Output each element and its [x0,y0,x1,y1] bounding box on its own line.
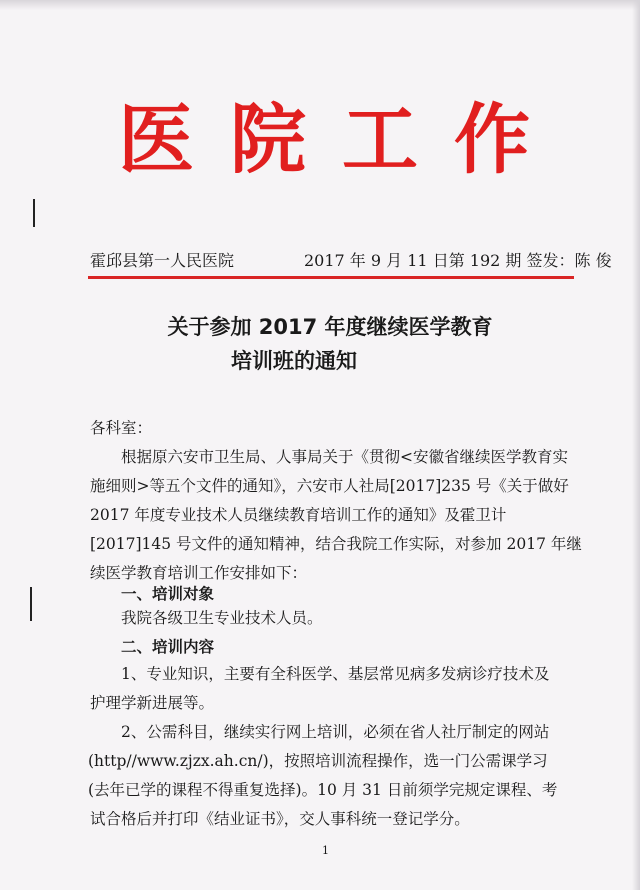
content-item-2-line: 2、公需科目，继续实行网上培训，必须在省人社厅制定的网站 [121,723,550,741]
section-heading-content: 二、培训内容 [121,638,215,656]
content-item-1-line: 1、专业知识，主要有全科医学、基层常见病多发病诊疗技术及 [121,665,550,683]
red-divider-rule [88,276,574,279]
section-text-targets: 我院各级卫生专业技术人员。 [121,609,323,627]
content-item-2-line: (去年已学的课程不得重复选择)。10 月 31 日前须学完规定课程、考 [88,781,558,799]
issue-date-number-signer: 2017 年 9 月 11 日第 192 期 签发：陈 俊 [304,251,612,270]
salutation: 各科室： [90,419,153,437]
intro-line: [2017]145 号文件的通知精神，结合我院工作实际，对参加 2017 年继 [90,535,582,553]
content-item-1-line: 护理学新进展等。 [90,694,215,712]
intro-line: 续医学教育培训工作安排如下： [90,564,308,582]
intro-line: 根据原六安市卫生局、人事局关于《贯彻<安徽省继续医学教育实 [121,448,568,466]
section-heading-targets: 一、培训对象 [121,585,215,603]
content-item-2-line: (http//www.zjzx.ah.cn/)，按照培训流程操作，选一门公需课学习 [88,752,548,770]
issuing-organization: 霍邱县第一人民医院 [90,251,235,270]
scan-shadow-top [0,0,640,10]
content-item-2-line: 试合格后并打印《结业证书》，交人事科统一登记学分。 [90,810,470,828]
document-title-line-1: 关于参加 2017 年度继续医学教育 [167,315,493,339]
margin-mark-bottom [30,587,32,621]
document-title-line-2: 培训班的通知 [231,349,357,373]
scan-shadow-right [632,0,640,890]
margin-mark-top [33,199,35,227]
masthead-title: 医院工作 [118,95,566,184]
intro-line: 2017 年度专业技术人员继续教育培训工作的通知》及霍卫计 [90,506,507,524]
intro-line: 施细则>等五个文件的通知》，六安市人社局[2017]235 号《关于做好 [90,477,569,495]
page-number: 1 [322,844,329,857]
